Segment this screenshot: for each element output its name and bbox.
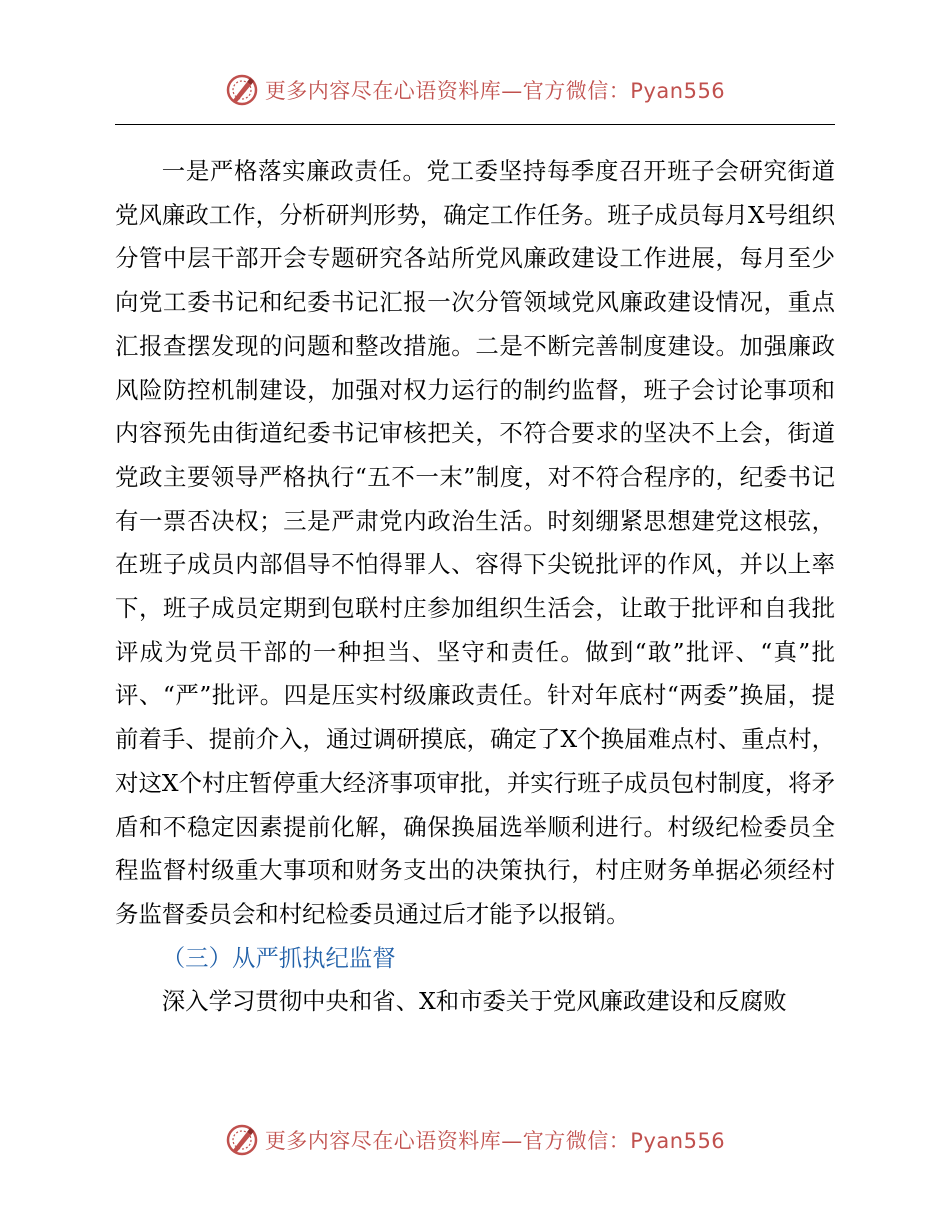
header-divider	[115, 124, 835, 125]
paragraph-responsibility: 一是严格落实廉政责任。党工委坚持每季度召开班子会研究街道党风廉政工作，分析研判形势，确定工作任务。班子成员每月X号组织分管中层干部开会专题研究各站所党风廉政建设工作进展，每月至少向党工委书记和纪委书记汇报一次分管领域党风廉政建设情况，重点汇报查摆发现的问题和整改措施。二是不断完善制度建设。加强廉政风险防控机制建设，加强对权力运行的制约监督，班子会讨论事项和内容预先由街道纪委书记审核把关，不符合要求的坚决不上会，街道党政主要领导严格执行“五不一末”制度，对不符合程序的，纪委书记有一票否决权；三是严肃党内政治生活。时刻绷紧思想建党这根弦，在班子成员内部倡导不怕得罪人、容得下尖锐批评的作风，并以上率下，班子成员定期到包联村庄参加组织生活会，让敢于批评和自我批评成为党员干部的一种担当、坚守和责任。做到“敢”批评、“真”批评、“严”批评。四是压实村级廉政责任。针对年底村“两委”换届，提前着手、提前介入，通过调研摸底，确定了X个换届难点村、重点村，对这X个村庄暂停重大经济事项审批，并实行班子成员包村制度，将矛盾和不稳定因素提前化解，确保换届选举顺利进行。村级纪检委员全程监督村级重大事项和财务支出的决策执行，村庄财务单据必须经村务监督委员会和村纪检委员通过后才能予以报销。	[115, 157, 835, 928]
footer-watermark	[0, 1118, 950, 1162]
seal-pen-icon	[225, 1123, 259, 1157]
seal-pen-icon	[225, 73, 259, 107]
section-heading: （三）从严抓执纪监督	[161, 943, 396, 972]
header-watermark	[0, 68, 950, 112]
paragraph-discipline: 深入学习贯彻中央和省、X和市委关于党风廉政建设和反腐败	[161, 987, 787, 1016]
header-watermark-text: 更多内容尽在心语资料库—官方微信：Pyan556	[264, 79, 726, 103]
document-body	[115, 150, 835, 1024]
footer-watermark-text: 更多内容尽在心语资料库—官方微信：Pyan556	[264, 1129, 726, 1153]
